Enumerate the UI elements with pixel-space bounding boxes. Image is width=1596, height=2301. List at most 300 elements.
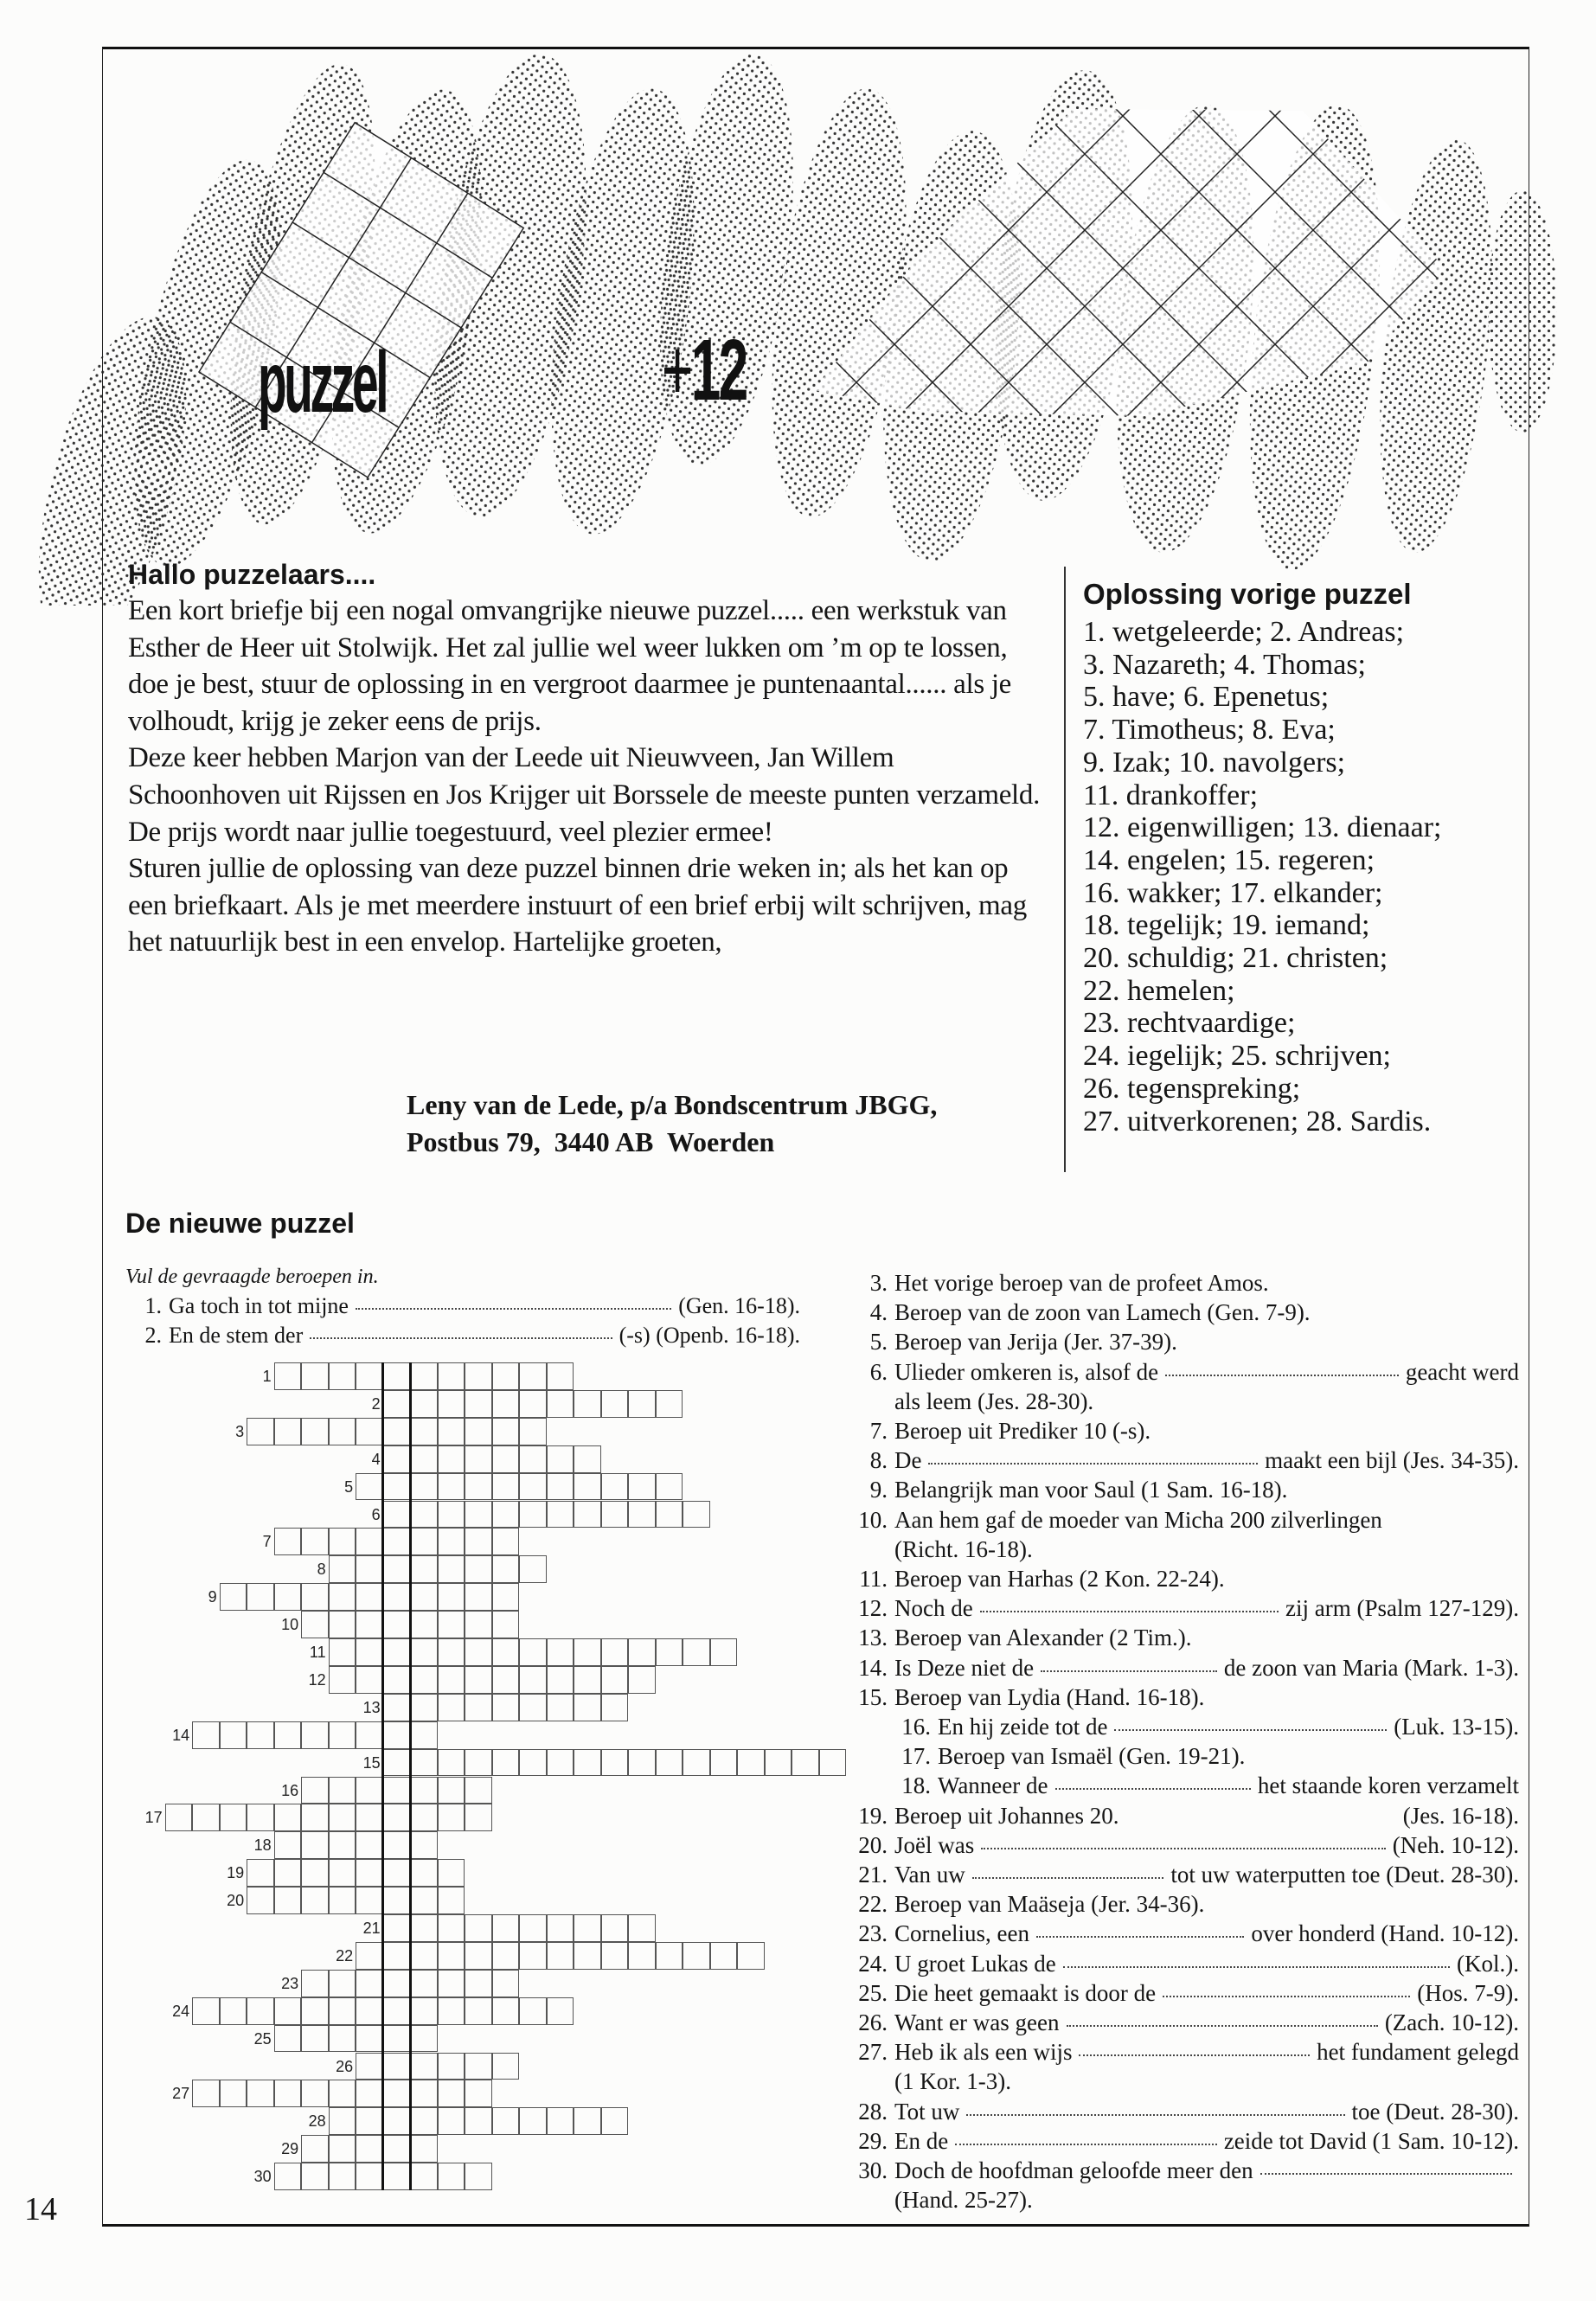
crossword-cell[interactable] [383,1501,411,1529]
crossword-cell[interactable] [220,1721,247,1749]
crossword-cell[interactable] [492,1473,520,1501]
crossword-cell[interactable] [492,1583,520,1611]
crossword-cell[interactable] [356,1942,383,1970]
crossword-cell[interactable] [383,2053,411,2080]
crossword-cell[interactable] [356,1721,383,1749]
answer-blank-leader [1079,2054,1310,2056]
crossword-cell[interactable] [438,1997,465,2025]
crossword-cell[interactable] [438,1914,465,1942]
crossword-cell[interactable] [547,1997,574,2025]
crossword-cell[interactable] [547,1362,574,1390]
crossword-cell[interactable] [519,1555,547,1583]
crossword-cell[interactable] [519,1501,547,1529]
crossword-cell[interactable] [710,1638,738,1666]
crossword-cell[interactable] [410,2080,438,2107]
crossword-cell[interactable] [492,1390,520,1418]
crossword-cell[interactable] [383,1721,411,1749]
crossword-cell[interactable] [492,1611,520,1638]
crossword-cell[interactable] [465,1749,492,1777]
crossword-cell[interactable] [465,1942,492,1970]
crossword-cell[interactable] [329,2107,356,2135]
crossword-cell[interactable] [410,2025,438,2053]
crossword-cell[interactable] [519,1749,547,1777]
crossword-cell[interactable] [601,1390,629,1418]
crossword-cell[interactable] [356,1473,383,1501]
crossword-cell[interactable] [628,1501,656,1529]
crossword-cell[interactable] [410,1362,438,1390]
crossword-cell[interactable] [356,1970,383,1997]
crossword-cell[interactable] [465,1694,492,1721]
crossword-cell[interactable] [465,2080,492,2107]
crossword-cell[interactable] [410,1445,438,1473]
crossword-cell[interactable] [356,1831,383,1859]
crossword-cell[interactable] [356,1997,383,2025]
crossword-cell[interactable] [465,1445,492,1473]
crossword-cell[interactable] [410,2053,438,2080]
crossword-cell[interactable] [356,1638,383,1666]
crossword-cell[interactable] [628,1666,656,1694]
crossword-cell[interactable] [410,1831,438,1859]
crossword-cell[interactable] [438,1473,465,1501]
crossword-cell[interactable] [465,1777,492,1804]
crossword-cell[interactable] [274,2025,302,2053]
crossword-cell[interactable] [492,1942,520,1970]
crossword-cell[interactable] [628,1942,656,1970]
crossword-cell[interactable] [356,2080,383,2107]
crossword-cell[interactable] [301,1859,329,1887]
crossword-cell[interactable] [574,1390,601,1418]
crossword-cell[interactable] [383,1777,411,1804]
crossword-cell[interactable] [329,1804,356,1831]
crossword-cell[interactable] [220,1583,247,1611]
crossword-cell[interactable] [383,1749,411,1777]
crossword-cell[interactable] [710,1749,738,1777]
crossword-cell[interactable] [410,1528,438,1555]
crossword-cell[interactable] [329,1887,356,1914]
crossword-cell[interactable] [410,1721,438,1749]
crossword-cell[interactable] [301,2135,329,2163]
crossword-cell[interactable] [438,2107,465,2135]
crossword-cell[interactable] [410,1970,438,1997]
crossword-cell[interactable] [574,1942,601,1970]
crossword-cell[interactable] [274,1583,302,1611]
crossword-cell[interactable] [329,1721,356,1749]
crossword-cell[interactable] [547,1749,574,1777]
crossword-cell[interactable] [356,2053,383,2080]
crossword-cell[interactable] [247,1859,274,1887]
crossword-cell[interactable] [410,2163,438,2190]
crossword-cell[interactable] [383,1445,411,1473]
crossword-cell[interactable] [683,1749,710,1777]
crossword-cell[interactable] [274,1418,302,1445]
crossword-cell[interactable] [519,1362,547,1390]
crossword-cell[interactable] [329,1638,356,1666]
crossword-cell[interactable] [465,1997,492,2025]
crossword-cell[interactable] [438,1666,465,1694]
crossword-cell[interactable] [519,1638,547,1666]
crossword-cell[interactable] [465,1970,492,1997]
crossword-cell[interactable] [519,1390,547,1418]
crossword-cell[interactable] [656,1473,683,1501]
crossword-cell[interactable] [492,1362,520,1390]
crossword-cell[interactable] [438,1804,465,1831]
crossword-cell[interactable] [465,1418,492,1445]
crossword-cell[interactable] [465,1390,492,1418]
crossword-cell[interactable] [356,2135,383,2163]
crossword-cell[interactable] [301,1887,329,1914]
crossword-cell[interactable] [438,1942,465,1970]
crossword-cell[interactable] [329,1997,356,2025]
crossword-cell[interactable] [356,1528,383,1555]
crossword-cell[interactable] [492,1555,520,1583]
crossword-cell[interactable] [410,1638,438,1666]
crossword-cell[interactable] [601,1501,629,1529]
crossword-cell[interactable] [410,2107,438,2135]
crossword-cell[interactable] [710,1942,738,1970]
crossword-cell[interactable] [301,1528,329,1555]
crossword-cell[interactable] [601,1638,629,1666]
crossword-cell[interactable] [547,1445,574,1473]
crossword-cell[interactable] [465,1914,492,1942]
crossword-cell[interactable] [492,1445,520,1473]
crossword-cell[interactable] [356,1887,383,1914]
crossword-cell[interactable] [410,1583,438,1611]
crossword-cell[interactable] [465,1611,492,1638]
crossword-cell[interactable] [465,2107,492,2135]
crossword-cell[interactable] [410,1997,438,2025]
crossword-cell[interactable] [301,1831,329,1859]
crossword-cell[interactable] [301,1418,329,1445]
crossword-cell[interactable] [438,1501,465,1529]
crossword-cell[interactable] [438,1611,465,1638]
crossword-cell[interactable] [274,1887,302,1914]
crossword-cell[interactable] [410,1694,438,1721]
crossword-cell[interactable] [301,1777,329,1804]
crossword-cell[interactable] [274,1831,302,1859]
crossword-cell[interactable] [301,1970,329,1997]
crossword-cell[interactable] [301,1611,329,1638]
crossword-cell[interactable] [492,1914,520,1942]
crossword-cell[interactable] [765,1749,792,1777]
crossword-cell[interactable] [492,1749,520,1777]
crossword-cell[interactable] [329,1362,356,1390]
crossword-cell[interactable] [410,1942,438,1970]
crossword-cell[interactable] [438,1362,465,1390]
crossword-cell[interactable] [492,1638,520,1666]
crossword-cell[interactable] [383,2163,411,2190]
crossword-cell[interactable] [438,1528,465,1555]
crossword-cell[interactable] [492,1501,520,1529]
crossword-cell[interactable] [274,1997,302,2025]
crossword-cell[interactable] [438,1445,465,1473]
crossword-cell[interactable] [438,1390,465,1418]
crossword-cell[interactable] [383,1555,411,1583]
crossword-cell[interactable] [519,1473,547,1501]
crossword-cell[interactable] [819,1749,847,1777]
crossword-cell[interactable] [329,2135,356,2163]
crossword-cell[interactable] [301,1583,329,1611]
crossword-cell[interactable] [492,2053,520,2080]
crossword-cell[interactable] [410,1390,438,1418]
crossword-cell[interactable] [247,1583,274,1611]
crossword-cell[interactable] [192,2080,220,2107]
crossword-cell[interactable] [329,1611,356,1638]
crossword-cell[interactable] [329,1970,356,1997]
crossword-cell[interactable] [383,1694,411,1721]
crossword-cell[interactable] [547,1694,574,1721]
crossword-cell[interactable] [192,1997,220,2025]
crossword-cell[interactable] [383,1831,411,1859]
crossword-cell[interactable] [628,1473,656,1501]
crossword-cell[interactable] [492,1418,520,1445]
crossword-cell[interactable] [519,1445,547,1473]
crossword-cell[interactable] [601,1942,629,1970]
crossword-cell[interactable] [274,2080,302,2107]
crossword-cell[interactable] [547,1501,574,1529]
crossword-cell[interactable] [356,2025,383,2053]
crossword-cell[interactable] [465,2053,492,2080]
crossword-cell[interactable] [465,1638,492,1666]
crossword-cell[interactable] [247,1721,274,1749]
crossword-cell[interactable] [274,2163,302,2190]
crossword-cell[interactable] [247,1418,274,1445]
crossword-cell[interactable] [601,1749,629,1777]
crossword-cell[interactable] [656,1749,683,1777]
crossword-cell[interactable] [628,1914,656,1942]
crossword-cell[interactable] [383,1914,411,1942]
crossword-cell[interactable] [356,1611,383,1638]
crossword-cell[interactable] [574,1638,601,1666]
crossword-cell[interactable] [410,1804,438,1831]
crossword-cell[interactable] [220,1997,247,2025]
crossword-cell[interactable] [383,1970,411,1997]
crossword-cell[interactable] [438,1777,465,1804]
crossword-cell[interactable] [656,1501,683,1529]
crossword-cell[interactable] [438,1749,465,1777]
crossword-cell[interactable] [329,1418,356,1445]
crossword-cell[interactable] [574,1666,601,1694]
crossword-cell[interactable] [329,1859,356,1887]
crossword-cell[interactable] [492,1997,520,2025]
crossword-cell[interactable] [601,1473,629,1501]
crossword-cell[interactable] [247,1997,274,2025]
crossword-cell[interactable] [383,1390,411,1418]
crossword-cell[interactable] [465,1666,492,1694]
crossword-cell[interactable] [274,1721,302,1749]
crossword-cell[interactable] [465,1528,492,1555]
crossword-cell[interactable] [356,1583,383,1611]
crossword-cell[interactable] [274,1362,302,1390]
crossword-cell[interactable] [410,1555,438,1583]
crossword-cell[interactable] [274,1528,302,1555]
crossword-cell[interactable] [492,1694,520,1721]
crossword-cell[interactable] [547,1638,574,1666]
crossword-cell[interactable] [301,2080,329,2107]
crossword-cell[interactable] [301,2025,329,2053]
crossword-cell[interactable] [356,1362,383,1390]
crossword-cell[interactable] [519,2107,547,2135]
crossword-cell[interactable] [410,1777,438,1804]
crossword-cell[interactable] [329,1583,356,1611]
crossword-cell[interactable] [383,1611,411,1638]
crossword-cell[interactable] [519,1942,547,1970]
crossword-cell[interactable] [519,1418,547,1445]
crossword-cell[interactable] [683,1638,710,1666]
crossword-cell[interactable] [383,1804,411,1831]
crossword-cell[interactable] [492,1528,520,1555]
crossword-cell[interactable] [410,1666,438,1694]
crossword-cell[interactable] [356,2163,383,2190]
crossword-cell[interactable] [301,1721,329,1749]
crossword-cell[interactable] [383,1583,411,1611]
crossword-cell[interactable] [438,2080,465,2107]
crossword-cell[interactable] [574,1694,601,1721]
crossword-cell[interactable] [438,1418,465,1445]
crossword-cell[interactable] [601,1694,629,1721]
crossword-cell[interactable] [383,1859,411,1887]
crossword-cell[interactable] [601,1666,629,1694]
crossword-cell[interactable] [628,1638,656,1666]
crossword-cell[interactable] [410,1914,438,1942]
crossword-cell[interactable] [438,1859,465,1887]
crossword-cell[interactable] [383,2135,411,2163]
crossword-cell[interactable] [628,1390,656,1418]
crossword-cell[interactable] [792,1749,819,1777]
crossword-cell[interactable] [383,2080,411,2107]
crossword-cell[interactable] [492,1666,520,1694]
crossword-cell[interactable] [737,1942,765,1970]
crossword-cell[interactable] [329,1777,356,1804]
crossword-cell[interactable] [465,2163,492,2190]
crossword-cell[interactable] [438,2163,465,2190]
crossword-cell[interactable] [574,1473,601,1501]
crossword-cell[interactable] [465,1804,492,1831]
crossword-cell[interactable] [656,1390,683,1418]
crossword-cell[interactable] [192,1804,220,1831]
crossword-cell[interactable] [301,2163,329,2190]
crossword-cell[interactable] [383,1638,411,1666]
crossword-cell[interactable] [356,1555,383,1583]
crossword-cell[interactable] [574,1749,601,1777]
crossword-cell[interactable] [574,2107,601,2135]
crossword-cell[interactable] [683,1942,710,1970]
crossword-cell[interactable] [737,1749,765,1777]
crossword-cell[interactable] [329,1831,356,1859]
crossword-cell[interactable] [220,1804,247,1831]
crossword-cell[interactable] [656,1638,683,1666]
crossword-cell[interactable] [519,1914,547,1942]
clue-text-after: (Hos. 7-9). [1417,1979,1519,2006]
crossword-cell[interactable] [438,1887,465,1914]
crossword-cell[interactable] [383,2025,411,2053]
crossword-cell[interactable] [628,1749,656,1777]
crossword-cell[interactable] [465,1473,492,1501]
crossword-cell[interactable] [247,2080,274,2107]
crossword-cell[interactable] [274,1859,302,1887]
crossword-cell[interactable] [383,1362,411,1390]
crossword-cell[interactable] [329,2025,356,2053]
crossword-cell[interactable] [410,1859,438,1887]
crossword-cell[interactable] [247,1887,274,1914]
crossword-cell[interactable] [356,1418,383,1445]
crossword-cell[interactable] [492,2107,520,2135]
crossword-cell[interactable] [547,1666,574,1694]
crossword-cell[interactable] [683,1501,710,1529]
crossword-cell[interactable] [383,1997,411,2025]
crossword-cell[interactable] [547,1942,574,1970]
crossword-cell[interactable] [519,1666,547,1694]
crossword-cell[interactable] [220,2080,247,2107]
crossword-cell[interactable] [547,1473,574,1501]
crossword-cell[interactable] [410,1749,438,1777]
crossword-cell[interactable] [356,1804,383,1831]
crossword-cell[interactable] [438,1970,465,1997]
crossword-cell[interactable] [465,1555,492,1583]
crossword-cell[interactable] [410,1887,438,1914]
crossword-cell[interactable] [410,2135,438,2163]
crossword-cell[interactable] [438,1555,465,1583]
crossword-cell[interactable] [329,2163,356,2190]
crossword-cell[interactable] [547,1390,574,1418]
crossword-cell[interactable] [301,1362,329,1390]
crossword-cell[interactable] [492,1970,520,1997]
crossword-cell[interactable] [383,1666,411,1694]
crossword-cell[interactable] [574,1445,601,1473]
crossword-cell[interactable] [438,1694,465,1721]
crossword-cell[interactable] [547,2107,574,2135]
crossword-cell[interactable] [547,1914,574,1942]
crossword-cell[interactable] [329,2080,356,2107]
crossword-cell[interactable] [410,1501,438,1529]
crossword-cell[interactable] [356,2107,383,2135]
crossword-cell[interactable] [574,1914,601,1942]
crossword-cell[interactable] [329,1666,356,1694]
crossword-cell[interactable] [465,1501,492,1529]
crossword-cell[interactable] [465,1362,492,1390]
crossword-cell[interactable] [410,1473,438,1501]
crossword-cell[interactable] [410,1611,438,1638]
crossword-cell[interactable] [356,1777,383,1804]
crossword-cell[interactable] [519,1997,547,2025]
crossword-cell[interactable] [465,1583,492,1611]
crossword-cell[interactable] [519,1694,547,1721]
crossword-cell[interactable] [410,1418,438,1445]
crossword-cell[interactable] [329,1528,356,1555]
crossword-cell[interactable] [574,1501,601,1529]
crossword-cell[interactable] [329,1555,356,1583]
crossword-cell[interactable] [383,1473,411,1501]
crossword-cell[interactable] [383,1528,411,1555]
crossword-cell[interactable] [274,1804,302,1831]
crossword-cell[interactable] [356,1859,383,1887]
crossword-cell[interactable] [301,1997,329,2025]
crossword-cell[interactable] [438,2053,465,2080]
crossword-cell[interactable] [301,1804,329,1831]
crossword-cell[interactable] [383,1887,411,1914]
crossword-cell[interactable] [165,1804,193,1831]
crossword-cell[interactable] [383,2107,411,2135]
crossword-cell[interactable] [247,1804,274,1831]
crossword-cell[interactable] [383,1418,411,1445]
crossword-cell[interactable] [192,1721,220,1749]
crossword-cell[interactable] [438,1583,465,1611]
crossword-cell[interactable] [438,1638,465,1666]
crossword-cell[interactable] [383,1942,411,1970]
crossword-cell[interactable] [601,1914,629,1942]
crossword-cell[interactable] [656,1942,683,1970]
crossword-cell[interactable] [601,2107,629,2135]
crossword-cell[interactable] [356,1666,383,1694]
